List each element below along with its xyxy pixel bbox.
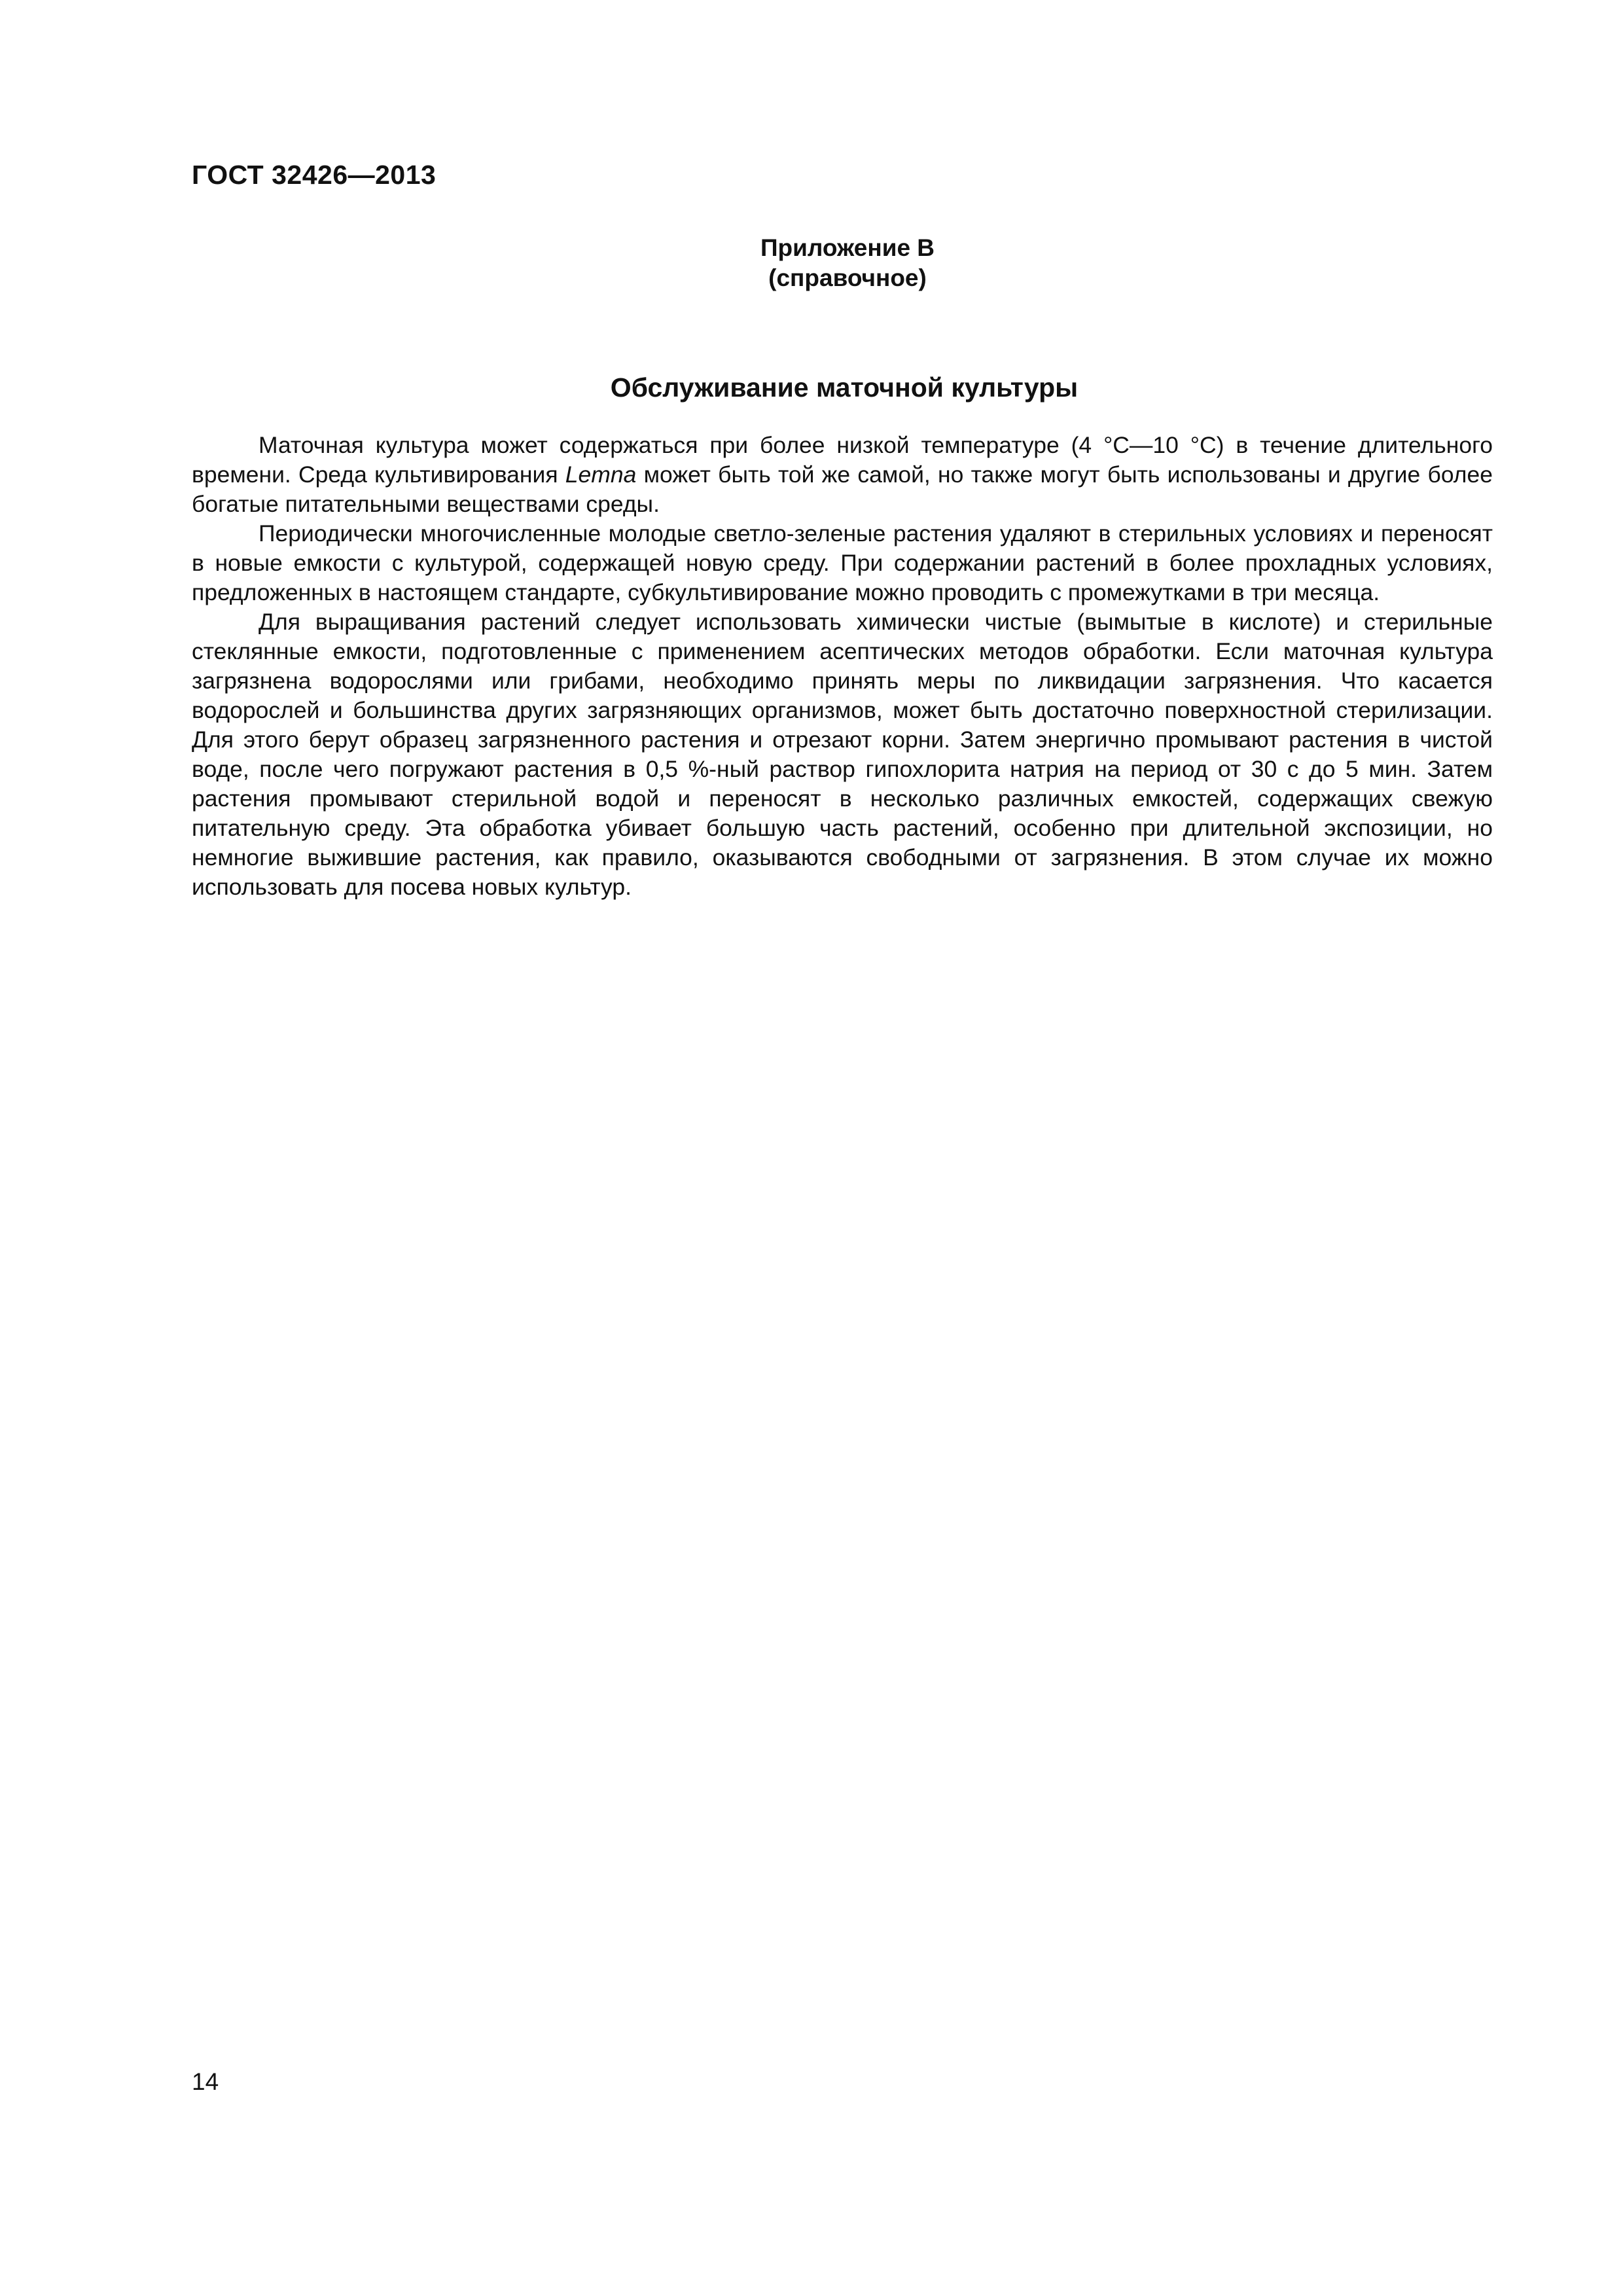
appendix-heading xyxy=(0,233,1623,293)
paragraph-2: Периодически многочисленные молодые светло-зеленые растения удаляют в стерильных условиях и переносят в новые емкости с культурой, содержащей новую среду. При содержании растений в более прохладных условиях, предложенных в настоящем стандарте, субкультивирование можно проводить с промежутками в три месяца. xyxy=(192,520,1493,605)
appendix-type: (справочное) xyxy=(768,264,927,291)
appendix-title: Приложение В xyxy=(760,234,935,261)
document-code-header: ГОСТ 32426—2013 xyxy=(192,160,437,190)
paragraph-1 xyxy=(192,431,1493,519)
paragraph-1-text-start: Маточная культура может содержаться при более низкой температуре (4 °С—10 °С) в течение длительного времени. Среда культивирования xyxy=(192,432,1493,488)
page-number: 14 xyxy=(192,2068,219,2095)
section-title: Обслуживание маточной культуры xyxy=(610,372,1079,403)
body-text xyxy=(192,431,1493,902)
species-name-italic: Lemna xyxy=(565,461,637,488)
paragraph-3: Для выращивания растений следует использовать химически чистые (вымытые в кислоте) и стерильные стеклянные емкости, подготовленные с применением асептических методов обработки. Если маточная культура загрязнена водорослями или грибами, необходимо принять меры по ликвидации загрязнения. Что касается водорослей и большинства других загрязняющих организмов, может быть достаточно поверхностной стерилизации. Для этого берут образец загрязненного растения и отрезают корни. Затем энергично промывают растения в чистой воде, после чего погружают растения в 0,5 %-ный раствор гипохлорита натрия на период от 30 с до 5 мин. Затем растения промывают стерильной водой и переносят в несколько различных емкостей, содержащих свежую питательную среду. Эта обработка убивает большую часть растений, особенно при длительной экспозиции, но немногие выжившие растения, как правило, оказываются свободными от загрязнения. В этом случае их можно использовать для посева новых культур. xyxy=(192,609,1493,900)
paragraph-1-text-end: может быть той же самой, но также могут быть использованы и другие более богатые питательными веществами среды. xyxy=(192,461,1493,517)
